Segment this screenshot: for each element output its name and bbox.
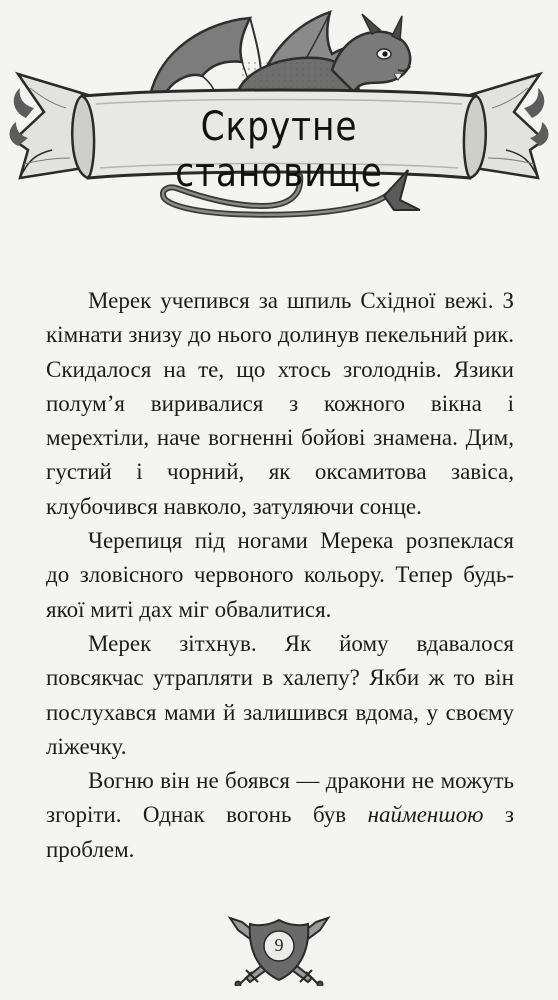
paragraph [46,627,514,764]
emphasized-word: найменшою [367,802,484,828]
paragraph-text: Мерек зітхнув. Як йому вдавалося повсякчас утрапляти в халепу? Якби ж то він послухався мами й залишився вдома, у своєму ліжечку. [46,630,514,759]
paragraph [46,284,514,524]
paragraph [46,524,514,627]
paragraph-text: Мерек учепився за шпиль Східної вежі. З кімнати знизу до нього долинув пекельний рик. Скидалося на те, що хтось зголоднів. Язики полум’я виривалися з кожного вікна і мерехтіли, наче вогненні бойові знамена. Дим, густий і чорний, як оксамитова завіса, клубочився навколо, затуляючи сонце. [46,288,514,519]
chapter-body [46,284,514,867]
paragraph-text: Черепиця під ногами Мерека розпеклася до зловісного червоного кольору. Тепер будь-якої миті дах міг обвалитися. [46,528,514,622]
paragraph-text: з проблем. [46,802,514,862]
page-number: 9 [274,935,284,955]
paragraph-text: Вогню він не боявся — дракони не можуть згоріти. Однак вогонь був [46,768,514,828]
chapter-title: Скрутне становище [175,104,383,196]
paragraph [46,764,514,867]
